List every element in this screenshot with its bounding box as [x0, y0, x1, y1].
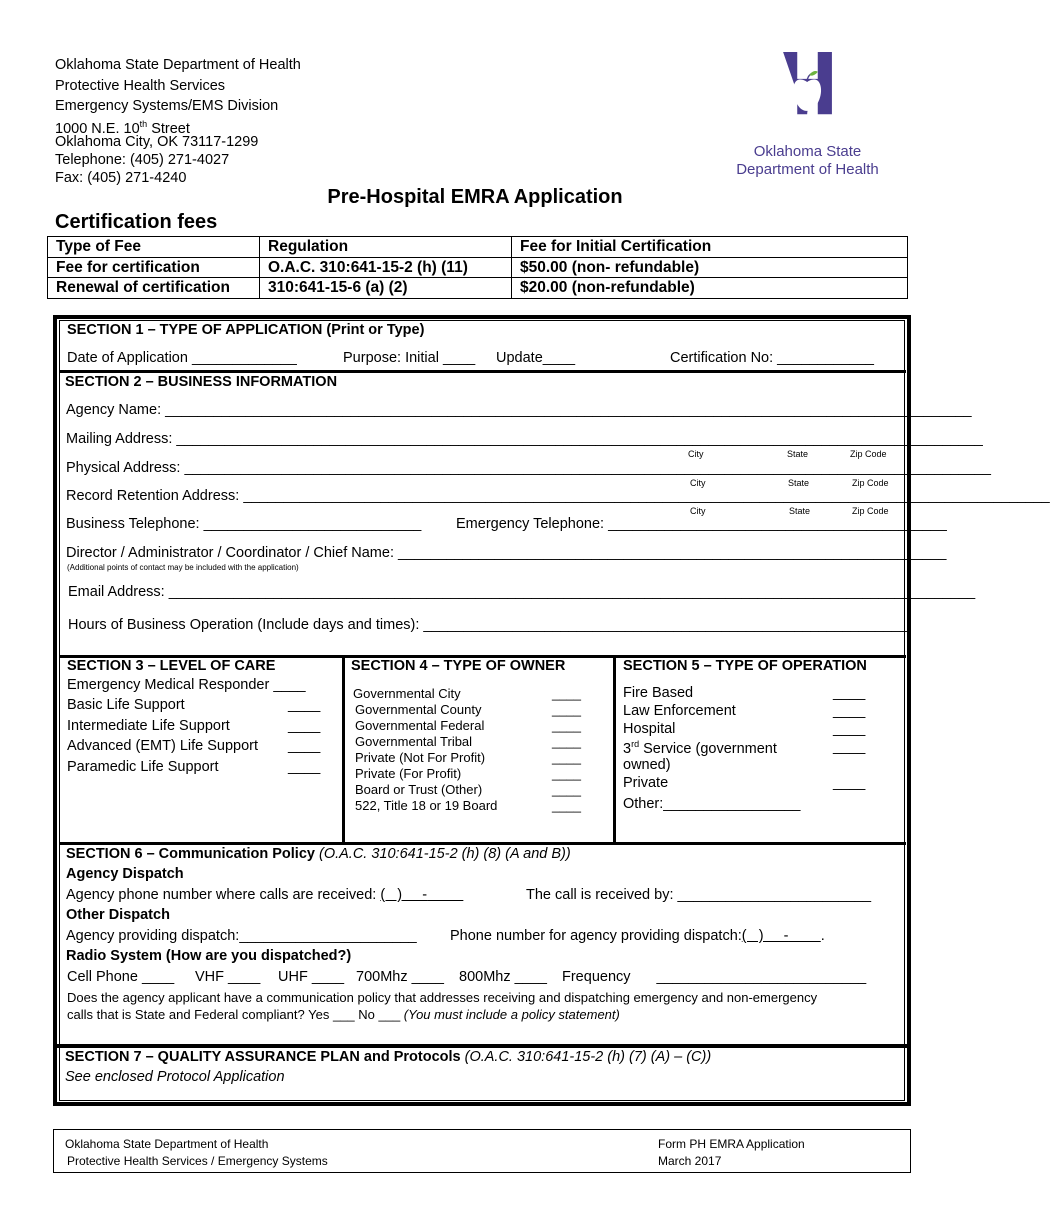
- agency-phone-field[interactable]: Agency phone number where calls are received: ( ) -: [66, 887, 428, 903]
- record-city-label: City: [690, 506, 706, 516]
- fees-cell: $20.00 (non-refundable): [512, 278, 908, 299]
- section2-title: SECTION 2 – BUSINESS INFORMATION: [65, 374, 338, 390]
- owner-option-tribal[interactable]: Governmental Tribal ____: [355, 734, 581, 749]
- logo-text-line2: Department of Health: [736, 161, 879, 178]
- address-line-fax: Fax: (405) 271-4240: [55, 170, 187, 186]
- footer-division: Protective Health Services / Emergency Systems: [67, 1154, 328, 1168]
- mailing-zip-label: Zip Code: [850, 449, 887, 459]
- physical-zip-label: Zip Code: [852, 478, 889, 488]
- call-received-by-field[interactable]: The call is received by: ________________________: [526, 887, 872, 903]
- section6-title: SECTION 6 – Communication Policy (O.A.C. 310:641-15-2 (h) (8) (A and B)): [66, 846, 571, 862]
- purpose-update-field[interactable]: Update____: [496, 350, 576, 366]
- other-dispatch-heading: Other Dispatch: [66, 907, 170, 923]
- director-note: (Additional points of contact may be included with the application): [67, 563, 299, 572]
- address-line-org: Oklahoma State Department of Health: [55, 57, 301, 73]
- section-divider: [59, 370, 906, 373]
- physical-state-label: State: [788, 478, 810, 488]
- operation-option-private[interactable]: Private ____: [623, 775, 866, 791]
- operation-option-hospital[interactable]: Hospital ____: [623, 721, 866, 737]
- fees-cell: Fee for certification: [48, 257, 260, 278]
- fees-heading: Certification fees: [55, 211, 218, 233]
- physical-city-label: City: [690, 478, 706, 488]
- section-divider: [53, 1044, 911, 1048]
- page-title: Pre-Hospital EMRA Application: [327, 186, 623, 208]
- record-zip-label: Zip Code: [852, 506, 889, 516]
- owner-option-county[interactable]: Governmental County ____: [355, 702, 581, 717]
- mailing-address-field[interactable]: Mailing Address: ____________________________________________________________________________________________________: [66, 431, 983, 447]
- fees-header-regulation: Regulation: [260, 237, 512, 258]
- director-name-field[interactable]: Director / Administrator / Coordinator / Chief Name: ____________________________________________________________________: [66, 545, 947, 561]
- date-of-application-field[interactable]: Date of Application _____________: [67, 350, 297, 366]
- mailing-city-label: City: [688, 449, 704, 459]
- operation-option-law[interactable]: Law Enforcement ____: [623, 703, 866, 719]
- agency-name-field[interactable]: Agency Name: ____________________________________________________________________________________________________: [66, 402, 972, 418]
- footer-date: March 2017: [658, 1154, 722, 1168]
- fees-cell: $50.00 (non- refundable): [512, 257, 908, 278]
- radio-800mhz-field[interactable]: 800Mhz ____: [459, 969, 547, 985]
- fees-header-row: [48, 237, 908, 258]
- care-option-bls[interactable]: Basic Life Support ____: [67, 697, 321, 713]
- owner-option-city[interactable]: Governmental City ____: [353, 686, 581, 701]
- owner-option-not-for-profit[interactable]: Private (Not For Profit) ____: [355, 750, 581, 765]
- hours-of-operation-field[interactable]: Hours of Business Operation (Include days and times): ____________________________________________________________: [68, 617, 908, 633]
- record-state-label: State: [789, 506, 811, 516]
- care-option-paramedic[interactable]: Paramedic Life Support ____: [67, 759, 321, 775]
- care-option-ils[interactable]: Intermediate Life Support ____: [67, 718, 321, 734]
- purpose-initial-field[interactable]: Purpose: Initial ____: [343, 350, 476, 366]
- fees-table: [47, 236, 908, 299]
- column-divider: [342, 655, 345, 843]
- radio-uhf-field[interactable]: UHF ____: [278, 969, 345, 985]
- care-option-als[interactable]: Advanced (EMT) Life Support ____: [67, 738, 321, 754]
- owner-option-for-profit[interactable]: Private (For Profit) ____: [355, 766, 581, 781]
- section1-title: SECTION 1 – TYPE OF APPLICATION (Print or Type): [67, 322, 425, 338]
- osdh-logo-icon: [730, 52, 885, 144]
- page-footer: [53, 1129, 911, 1173]
- policy-question-line2[interactable]: calls that is State and Federal compliant? Yes ___ No ___ (You must include a policy statement): [67, 1007, 620, 1022]
- record-retention-address-field[interactable]: Record Retention Address: ____________________________________________________________________________________________________: [66, 488, 1050, 504]
- column-divider: [613, 655, 616, 843]
- certification-number-field[interactable]: Certification No: ____________: [670, 350, 874, 366]
- agency-providing-dispatch-field[interactable]: Agency providing dispatch:______________________: [66, 928, 417, 944]
- logo-text-line1: Oklahoma State: [753, 143, 862, 160]
- fees-cell: 310:641-15-6 (a) (2): [260, 278, 512, 299]
- section5-title: SECTION 5 – TYPE OF OPERATION: [623, 658, 867, 674]
- fees-header-fee: Fee for Initial Certification: [512, 237, 908, 258]
- footer-form-name: Form PH EMRA Application: [658, 1137, 805, 1151]
- section3-title: SECTION 3 – LEVEL OF CARE: [67, 658, 276, 674]
- address-line-ems: Emergency Systems/EMS Division: [55, 98, 279, 114]
- phone-providing-dispatch-field[interactable]: Phone number for agency providing dispatch:( ) - .: [450, 928, 825, 944]
- owner-option-federal[interactable]: Governmental Federal ____: [355, 718, 581, 733]
- mailing-state-label: State: [787, 449, 809, 459]
- fees-cell: Renewal of certification: [48, 278, 260, 299]
- fees-row: [48, 257, 908, 278]
- fees-row: [48, 278, 908, 299]
- owner-option-522-board[interactable]: 522, Title 18 or 19 Board ____: [355, 798, 581, 813]
- section7-title: SECTION 7 – QUALITY ASSURANCE PLAN and Protocols (O.A.C. 310:641-15-2 (h) (7) (A) – (C)): [65, 1049, 712, 1065]
- care-option-emr[interactable]: Emergency Medical Responder ____: [67, 677, 306, 693]
- policy-question-line1: Does the agency applicant have a communication policy that addresses receiving and dispatching emergency and non-emergency: [67, 990, 818, 1005]
- agency-dispatch-heading: Agency Dispatch: [66, 866, 184, 882]
- radio-system-heading: Radio System (How are you dispatched?): [66, 948, 352, 964]
- address-line-telephone: Telephone: (405) 271-4027: [55, 152, 230, 168]
- email-address-field[interactable]: Email Address: ____________________________________________________________________________________________________: [68, 584, 976, 600]
- operation-option-fire[interactable]: Fire Based ____: [623, 685, 866, 701]
- radio-700mhz-field[interactable]: 700Mhz ____: [356, 969, 444, 985]
- operation-option-other[interactable]: Other:_________________: [623, 796, 801, 812]
- radio-frequency-field[interactable]: Frequency __________________________: [562, 969, 867, 985]
- section-divider: [59, 842, 906, 845]
- operation-option-third-service[interactable]: 3rd Service (government ____: [623, 739, 866, 757]
- fees-header-type: Type of Fee: [48, 237, 260, 258]
- radio-cell-phone-field[interactable]: Cell Phone ____: [67, 969, 175, 985]
- operation-third-service-owned: owned): [623, 757, 671, 773]
- section7-subtitle: See enclosed Protocol Application: [65, 1069, 285, 1085]
- business-telephone-field[interactable]: Business Telephone: ___________________________: [66, 516, 422, 532]
- address-line-street: 1000 N.E. 10th Street: [55, 119, 190, 137]
- emergency-telephone-field[interactable]: Emergency Telephone: __________________________________________: [456, 516, 947, 532]
- physical-address-field[interactable]: Physical Address: ____________________________________________________________________________________________________: [66, 460, 991, 476]
- owner-option-board-trust[interactable]: Board or Trust (Other) ____: [355, 782, 581, 797]
- footer-org: Oklahoma State Department of Health: [65, 1137, 269, 1151]
- radio-vhf-field[interactable]: VHF ____: [195, 969, 261, 985]
- fees-cell: O.A.C. 310:641-15-2 (h) (11): [260, 257, 512, 278]
- section4-title: SECTION 4 – TYPE OF OWNER: [351, 658, 566, 674]
- address-line-division: Protective Health Services: [55, 78, 226, 94]
- address-line-city: Oklahoma City, OK 73117-1299: [55, 134, 259, 150]
